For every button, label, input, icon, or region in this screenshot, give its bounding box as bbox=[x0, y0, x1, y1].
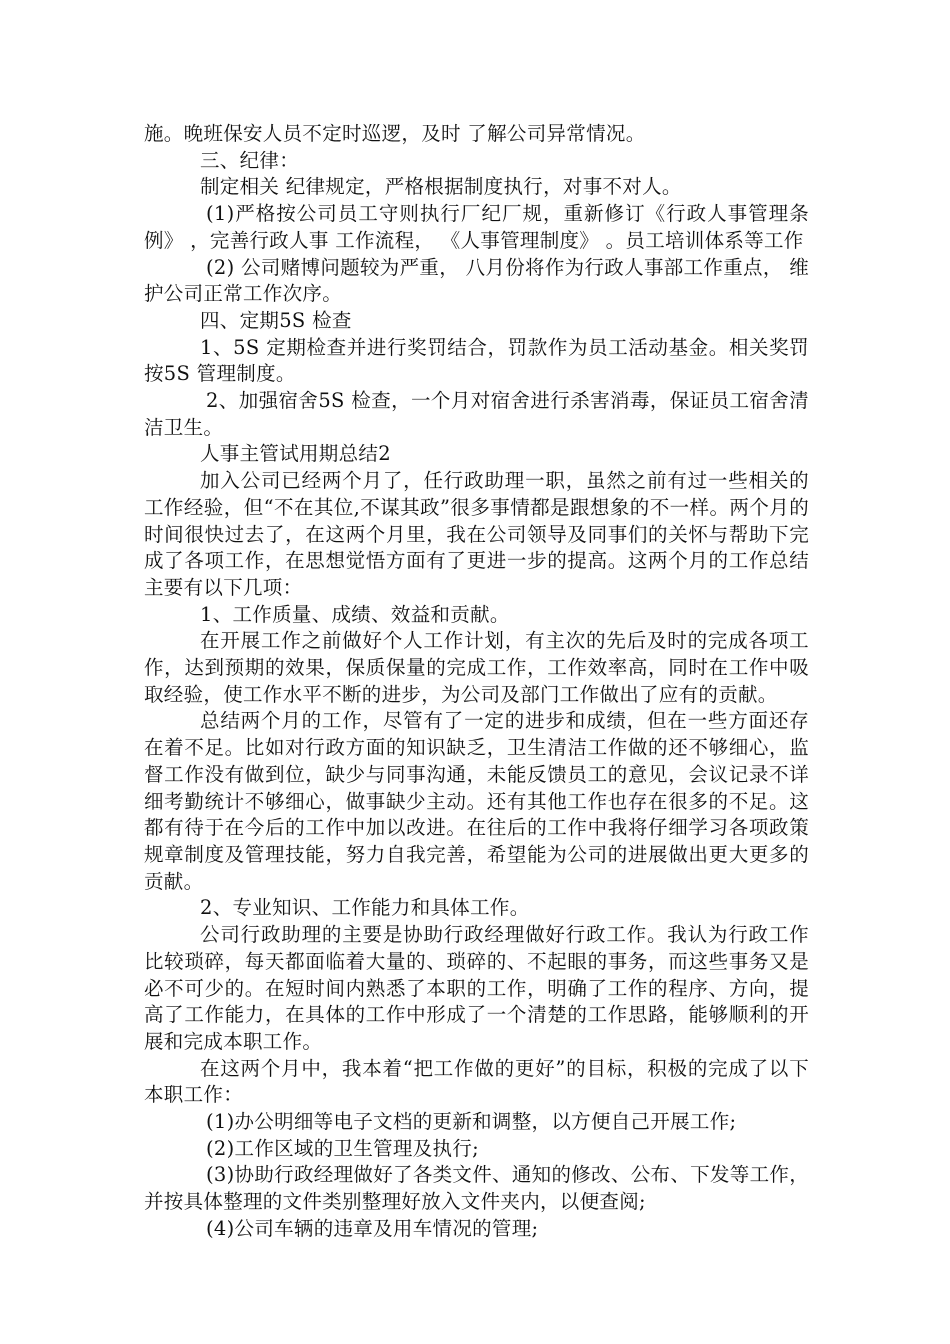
paragraph-night-security: 施。晚班保安人员不定时巡逻，及时 了解公司异常情况。 bbox=[144, 122, 646, 145]
paragraph-duties-intro: 在这两个月中，我本着“把工作做的更好”的目标，积极的完成了以下本职工作： bbox=[144, 1056, 809, 1107]
paragraph-work-plan: 在开展工作之前做好个人工作计划，有主次的先后及时的完成各项工作，达到预期的效果，保质保量的完成工作，工作效率高，同时在工作中吸取经验，使工作水平不断的进步，为公司及部门工作做出了应有的贡献。 bbox=[144, 629, 809, 706]
paragraph-duty-4: (4)公司车辆的违章及用车情况的管理; bbox=[206, 1216, 539, 1240]
paragraph-duty-1: (1)办公明细等电子文档的更新和调整，以方便自己开展工作; bbox=[206, 1110, 737, 1134]
paragraph-discipline-item-1: (1)严格按公司员工守则执行厂纪厂规，重新修订《行政人事管理条例》 ，完善行政人事 工作流程， 《人事管理制度》 。员工培训体系等工作 bbox=[144, 202, 809, 252]
section-title-summary-2: 人事主管试用期总结2 bbox=[200, 442, 391, 466]
paragraph-5s-item-1: 1、5S 定期检查并进行奖罚结合，罚款作为员工活动基金。相关奖罚按5S 管理制度。 bbox=[144, 335, 809, 386]
paragraph-5s-item-2: 2、加强宿舍5S 检查，一个月对宿舍进行杀害消毒，保证员工宿舍清洁卫生。 bbox=[144, 389, 809, 439]
paragraph-admin-assistant-role: 公司行政助理的主要是协助行政经理做好行政工作。我认为行政工作比较琐碎，每天都面临着大量的、琐碎的、不起眼的事务，而这些事务又是必不可少的。在短时间内熟悉了本职的工作，明确了工作的程序、方向，提高了工作能力，在具体的工作中形成了一个清楚的工作思路，能够顺利的开展和完成本职工作。 bbox=[144, 923, 809, 1053]
heading-professional-knowledge: 2、专业知识、工作能力和具体工作。 bbox=[200, 896, 530, 920]
heading-5s-check: 四、定期5S 检查 bbox=[200, 308, 352, 332]
paragraph-duty-3: (3)协助行政经理做好了各类文件、通知的修改、公布、下发等工作，并按具体整理的文件类别整理好放入文件夹内，以便查阅; bbox=[144, 1163, 809, 1214]
paragraph-discipline-rules: 制定相关 纪律规定，严格根据制度执行，对事不对人。 bbox=[200, 175, 682, 199]
paragraph-intro: 加入公司已经两个月了，任行政助理一职，虽然之前有过一些相关的工作经验，但“不在其位,不谋其政”很多事情都是跟想象的不一样。两个月的时间很快过去了，在这两个月里，我在公司领导及同事们的关怀与帮助下完成了各项工作，在思想觉悟方面有了更进一步的提高。这两个月的工作总结主要有以下几项： bbox=[144, 469, 809, 599]
paragraph-discipline-item-2: (2) 公司赌博问题较为严重， 八月份将作为行政人事部工作重点， 维护公司正常工作次序。 bbox=[144, 255, 809, 306]
document-body bbox=[144, 121, 809, 1243]
heading-work-quality: 1、工作质量、成绩、效益和贡献。 bbox=[200, 602, 510, 626]
paragraph-shortcomings: 总结两个月的工作，尽管有了一定的进步和成绩，但在一些方面还存在着不足。比如对行政方面的知识缺乏，卫生清洁工作做的还不够细心，监督工作没有做到位，缺少与同事沟通，未能反馈员工的意见，会议记录不详细考勤统计不够细心，做事缺少主动。还有其他工作也存在很多的不足。这都有待于在今后的工作中加以改进。在往后的工作中我将仔细学习各项政策规章制度及管理技能，努力自我完善，希望能为公司的进展做出更大更多的贡献。 bbox=[144, 709, 809, 893]
paragraph-duty-2: (2)工作区域的卫生管理及执行; bbox=[206, 1136, 479, 1160]
heading-discipline: 三、纪律： bbox=[200, 148, 300, 172]
